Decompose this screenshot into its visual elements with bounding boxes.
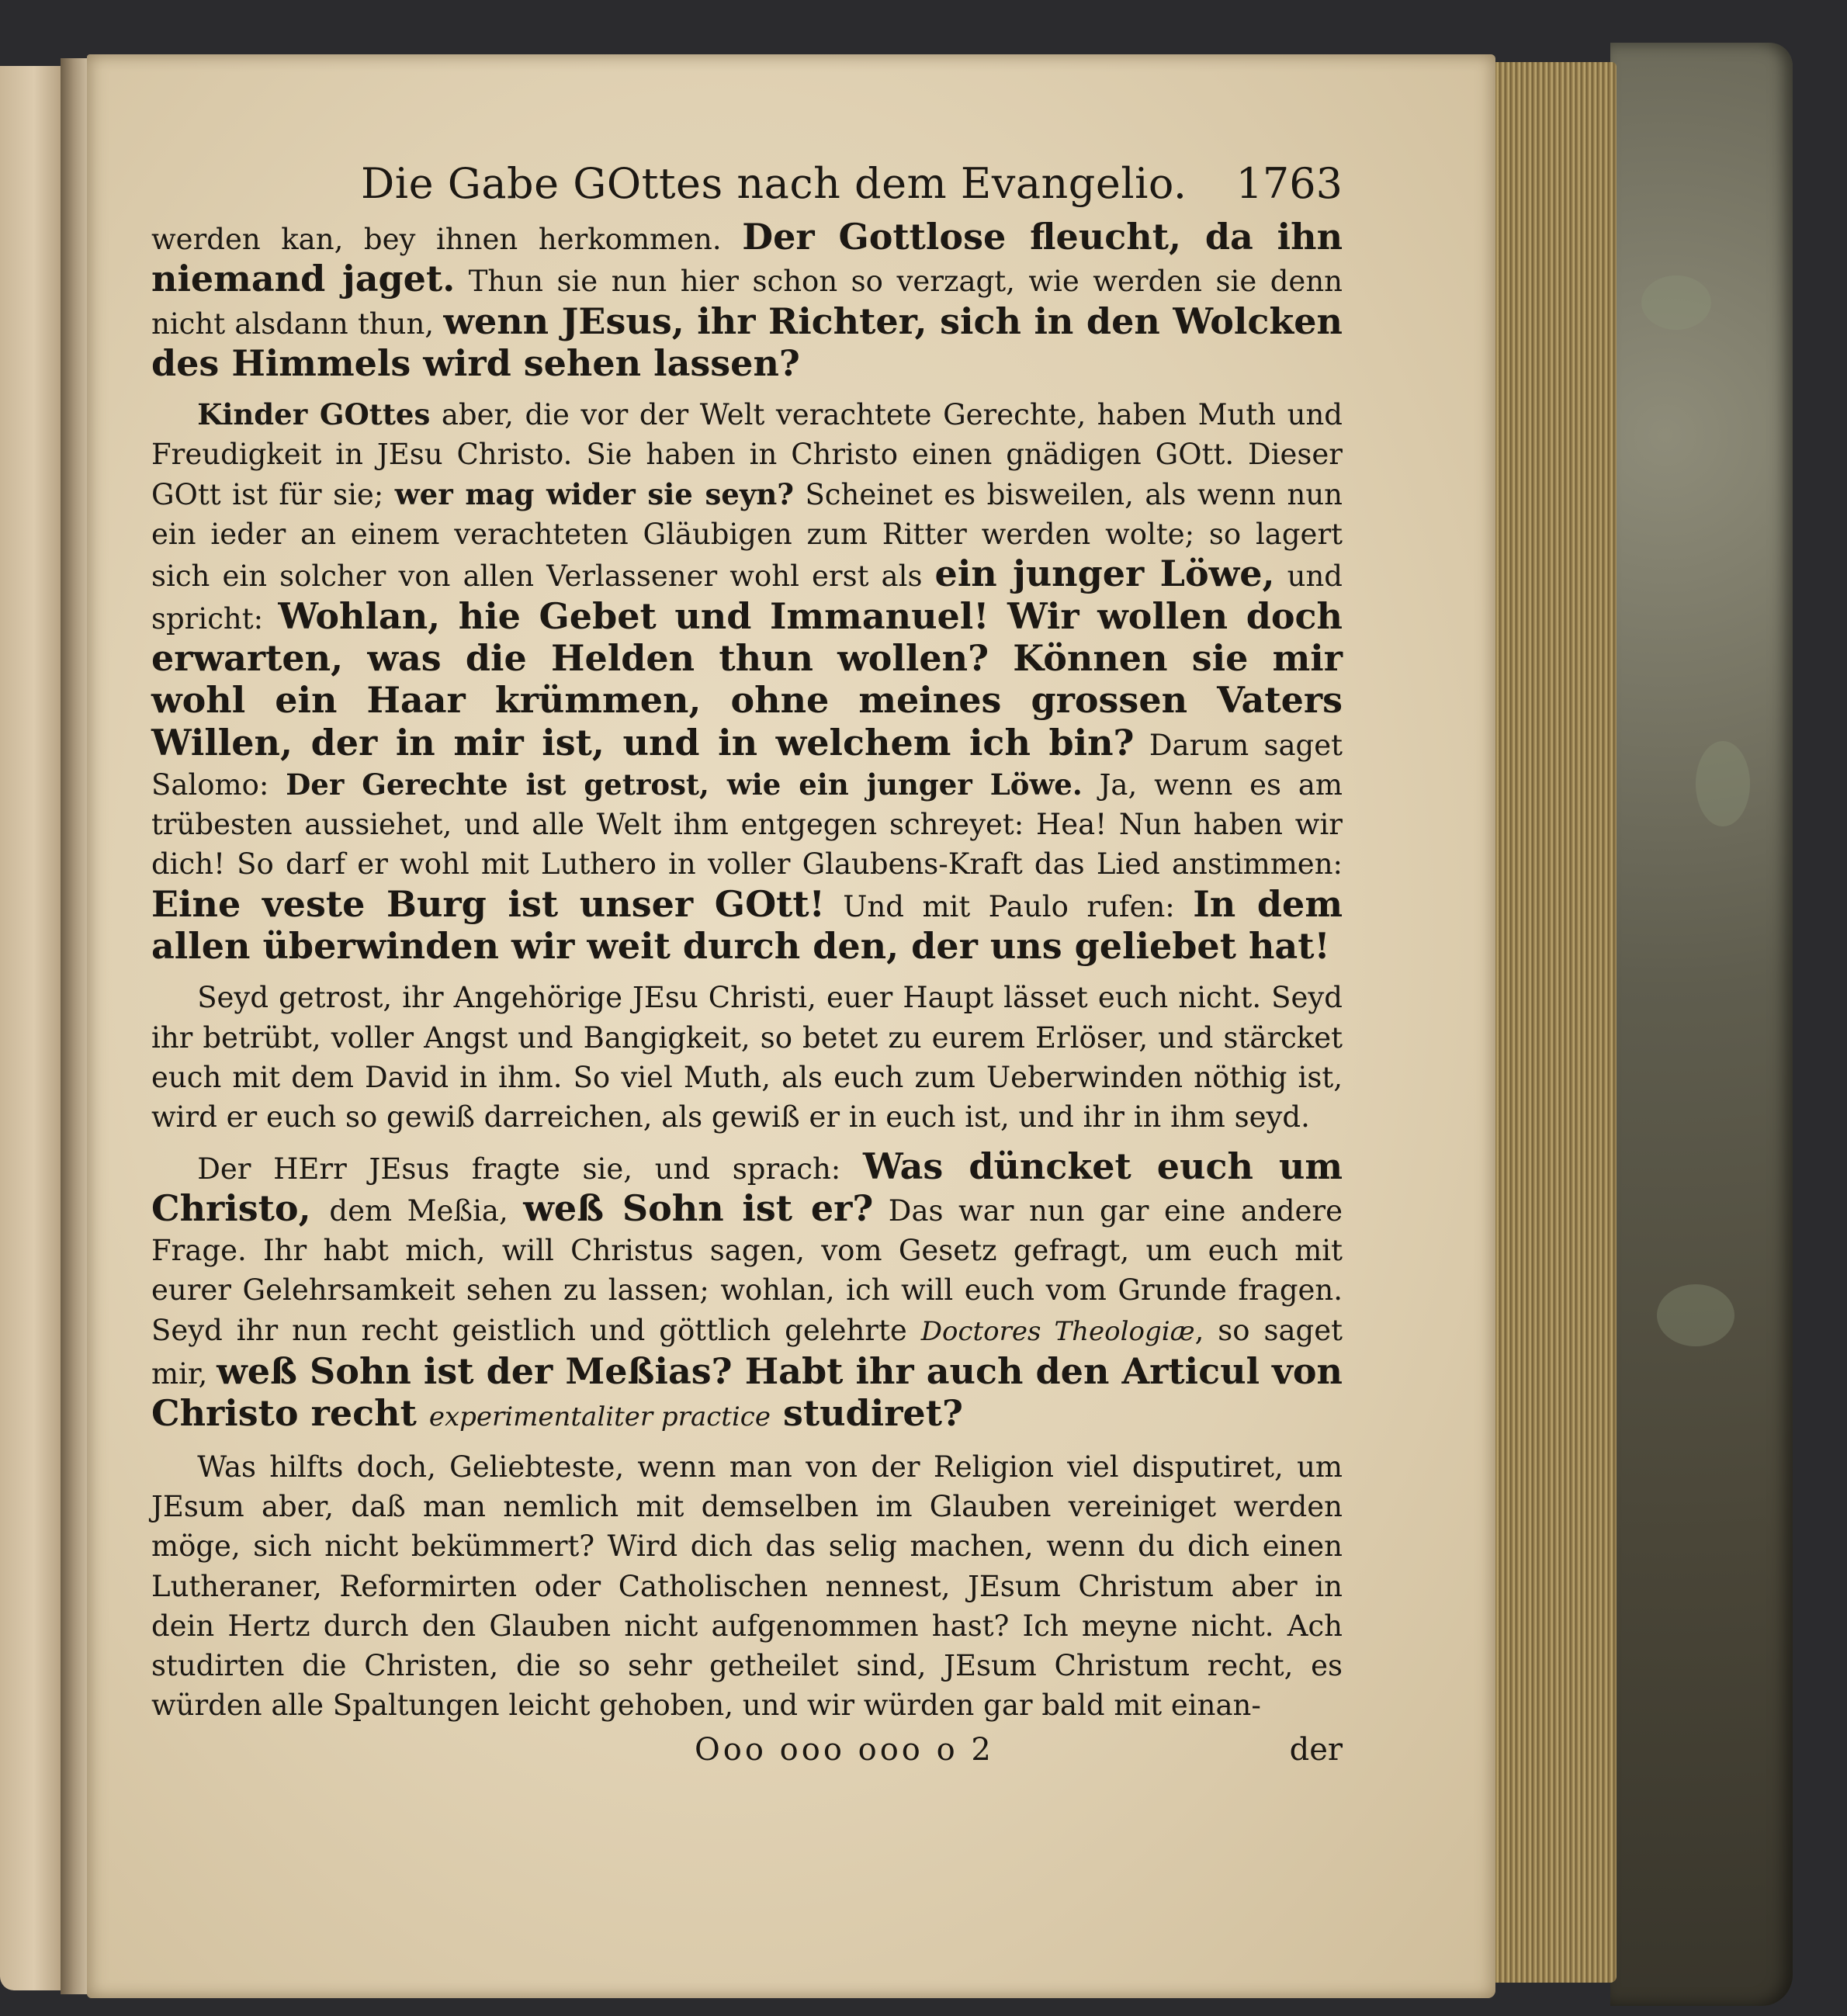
text-segment: Thun sie nun hier schon so verzagt, wie werden sie denn nicht alsdann thun, bbox=[151, 265, 1343, 341]
text-segment: Was düncket euch um Christo, bbox=[151, 1145, 1343, 1229]
text-segment: Der HErr JEsus fragte sie, und sprach: bbox=[197, 1152, 863, 1186]
text-segment: und spricht: bbox=[151, 559, 1343, 636]
text-segment: studiret? bbox=[770, 1392, 963, 1435]
text-segment: Darum saget Salomo: bbox=[151, 728, 1343, 802]
text-segment: Das war nun gar eine andere Frage. Ihr habt mich, will Christus sagen, vom Gesetz gefragt, um euch mit eurer Gelehrsamkeit sehen zu lassen; wohlan, ich will euch vom Grunde fragen. Seyd ihr nun recht geistlich und göttlich gelehrte bbox=[151, 1193, 1343, 1347]
page-footer bbox=[151, 1732, 1343, 1779]
text-segment: Seyd getrost, ihr Angehörige JEsu Christi, euer Haupt lässet euch nicht. Seyd ihr betrübt, voller Angst und Bangigkeit, so betet zu eurem Erlöser, und stärcket euch mit dem David in ihm. So viel Muth, als euch zum Ueberwinden nöthig ist, wird er euch so gewiß darreichen, als gewiß er in euch ist, und ihr in ihm seyd. bbox=[151, 981, 1343, 1134]
text-segment: In dem allen überwinden wir weit durch den, der uns geliebet hat! bbox=[151, 882, 1343, 968]
left-page-edge bbox=[0, 66, 62, 1990]
text-segment: Der Gerechte ist getrost, wie ein junger Löwe. bbox=[286, 767, 1083, 802]
page-text-block bbox=[151, 155, 1343, 1779]
gilt-page-edges bbox=[1488, 62, 1617, 1983]
page-body bbox=[151, 217, 1343, 1726]
running-title: Die Gabe GOttes nach dem Evangelio. bbox=[361, 159, 1187, 208]
text-segment: dem Meßia, bbox=[329, 1193, 524, 1228]
book-cover-board bbox=[1610, 43, 1793, 2006]
text-segment: Der Gottlose fleucht, da ihn niemand jaget. bbox=[151, 216, 1343, 300]
text-segment: Kinder GOttes bbox=[197, 397, 431, 432]
paragraph bbox=[151, 1147, 1343, 1438]
page-header bbox=[151, 155, 1343, 217]
text-segment: , so saget mir, bbox=[151, 1313, 1343, 1391]
text-segment: werden kan, bey ihnen herkommen. bbox=[151, 223, 743, 256]
text-segment: experimentaliter practice bbox=[428, 1401, 771, 1433]
text-segment: weß Sohn ist er? bbox=[523, 1186, 874, 1229]
text-segment: aber, die vor der Welt verachtete Gerechte, haben Muth und Freudigkeit in JEsu Christo. Sie haben in Christo einen gnädigen GOtt. Dieser GOtt ist für sie; bbox=[151, 398, 1343, 511]
text-segment: Ja, wenn es am trübesten aussiehet, und alle Welt ihm entgegen schreyet: Hea! Nun haben wir dich! So darf er wohl mit Luthero in voller Glaubens-Kraft das Lied anstimmen: bbox=[151, 767, 1343, 882]
cover-stain bbox=[1641, 275, 1711, 330]
text-segment: Wohlan, hie Gebet und Immanuel! Wir wollen doch erwarten, was die Helden thun wollen? Können sie mir wohl ein Haar krümmen, ohne meines grossen Vaters Willen, der in mir ist, und in welchem ich bin? bbox=[151, 594, 1343, 764]
text-segment: wenn JEsus, ihr Richter, sich in den Wolcken des Himmels wird sehen lassen? bbox=[151, 300, 1343, 384]
text-segment: Doctores Theologiæ bbox=[920, 1315, 1195, 1347]
paragraph bbox=[151, 1447, 1343, 1726]
text-segment: weß Sohn ist der Meßias? Habt ihr auch den Articul von Christo recht bbox=[151, 1350, 1343, 1435]
text-segment: ein junger Löwe, bbox=[934, 552, 1275, 595]
text-segment: Was hilfts doch, Geliebteste, wenn man von der Religion viel disputiret, um JEsum aber, daß man nemlich mit demselben im Glauben vereiniget werden möge, sich nicht bekümmert? Wird dich das selig machen, wenn du dich einen Lutheraner, Reformirten oder Catholischen nennest, JEsum Christum aber in dein Hertz durch den Glauben nicht aufgenommen hast? Ich meyne nicht. Ach studirten die Christen, die so sehr getheilet sind, JEsum Christum recht, es würden alle Spaltungen leicht gehoben, und wir würden gar bald mit einan- bbox=[151, 1450, 1343, 1723]
page-number: 1763 bbox=[1235, 159, 1343, 208]
catchword: der bbox=[1289, 1731, 1343, 1768]
paragraph bbox=[151, 978, 1343, 1137]
signature-mark: Ooo ooo ooo o 2 bbox=[695, 1731, 994, 1768]
cover-stain bbox=[1657, 1284, 1734, 1346]
text-segment: Und mit Paulo rufen: bbox=[824, 889, 1194, 923]
cover-stain bbox=[1696, 741, 1750, 826]
text-segment: Eine veste Burg ist unser GOtt! bbox=[151, 882, 825, 925]
paragraph bbox=[151, 217, 1343, 386]
text-segment: wer mag wider sie seyn? bbox=[394, 476, 794, 511]
text-segment: Scheinet es bisweilen, als wenn nun ein ieder an einem verachteten Gläubigen zum Ritter werden wolte; so lagert sich ein solcher von allen Verlassener wohl erst als bbox=[151, 477, 1343, 594]
paragraph bbox=[151, 395, 1343, 968]
